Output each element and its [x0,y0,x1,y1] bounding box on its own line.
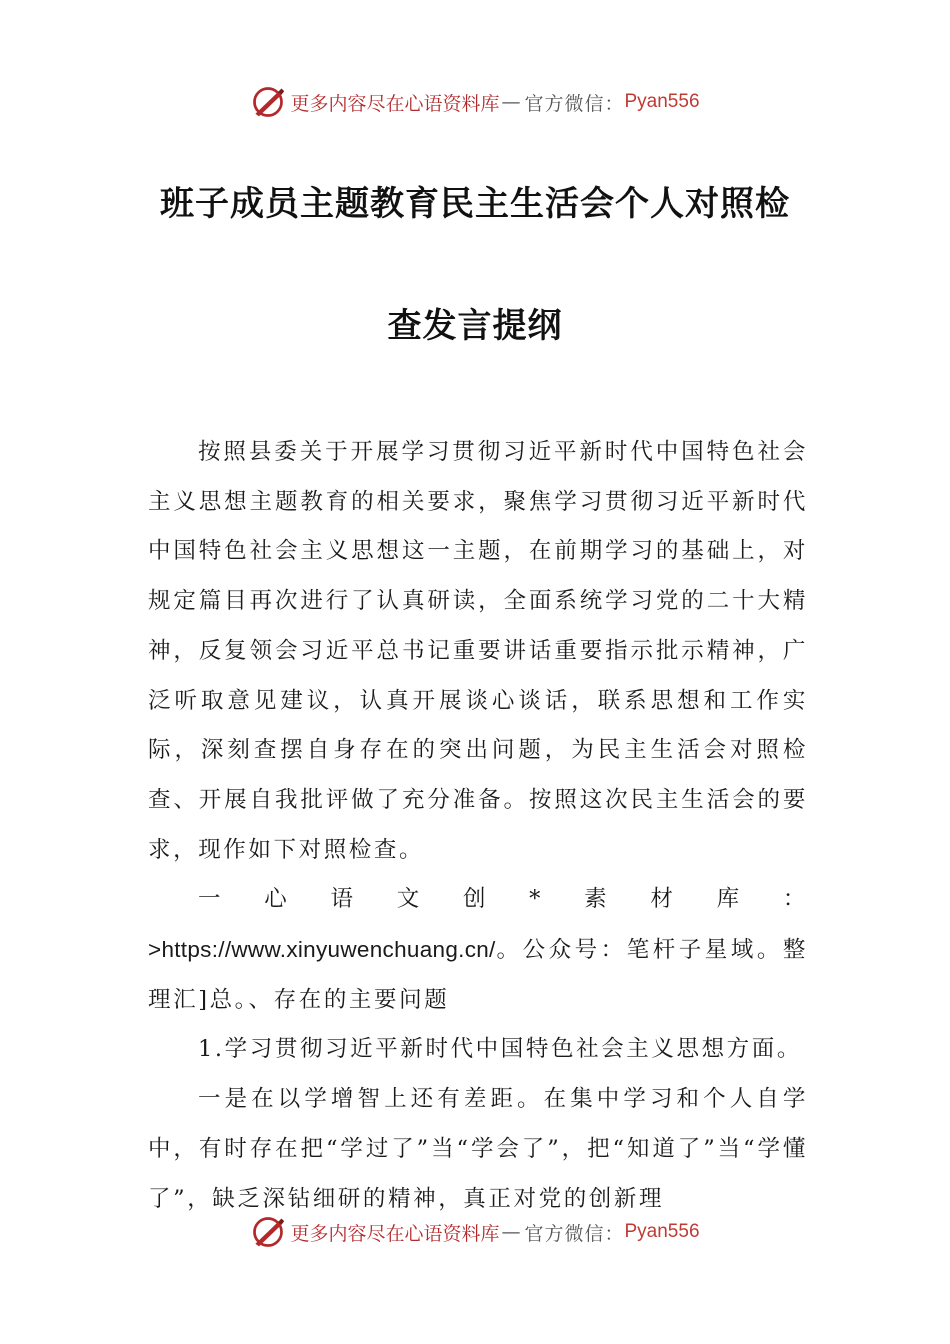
banner-wechat-label: 官方微信： [524,92,625,115]
source-url: >https://www.xinyuwenchuang.cn/ [148,937,496,963]
banner-wechat-label: 官方微信： [524,1222,625,1245]
banner-separator: — [501,1221,523,1243]
document-body [148,428,808,1224]
banner-text: 更多内容尽在心语资料库 [290,1222,500,1245]
intro-paragraph: 按照县委关于开展学习贯彻习近平新时代中国特色社会主义思想主题教育的相关要求，聚焦学习贯彻习近平新时代中国特色社会主义思想这一主题，在前期学习的基础上，对规定篇目再次进行了认真研读，全面系统学习党的二十大精神，反复领会习近平总书记重要讲话重要指示批示精神，广泛听取意见建议，认真开展谈心谈话，联系思想和工作实际，深刻查摆自身存在的突出问题，为民主生活会对照检查、开展自我批评做了充分准备。按照这次民主生活会的要求，现作如下对照检查。 [148,439,808,863]
section-heading: 1.学习贯彻习近平新时代中国特色社会主义思想方面。 [198,1036,802,1063]
document-title-line-1: 班子成员主题教育民主生活会个人对照检 [160,184,790,224]
banner-text: 更多内容尽在心语资料库 [290,92,500,115]
source-note-suffix: 。公众号：笔杆子星域。整理汇]总。、存在的主要问题 [148,937,808,1013]
banner-separator: — [501,91,523,113]
point-paragraph: 一是在以学增智上还有差距。在集中学习和个人自学中，有时存在把“学过了”当“学会了”，把“知道了”当“学懂了”，缺乏深钻细研的精神，真正对党的创新理 [148,1086,808,1212]
banner-wechat-id: Pyan556 [624,91,700,112]
pen-logo-icon [250,84,286,120]
document-title-line-2: 查发言提纲 [387,306,563,346]
footer-watermark-banner [0,1212,950,1252]
header-watermark-banner [0,82,950,122]
pen-logo-icon [250,1214,286,1250]
source-note-prefix: 一心语文创*素材库： [198,886,808,913]
banner-wechat-id: Pyan556 [624,1221,700,1242]
source-note-paragraph [148,875,808,1025]
